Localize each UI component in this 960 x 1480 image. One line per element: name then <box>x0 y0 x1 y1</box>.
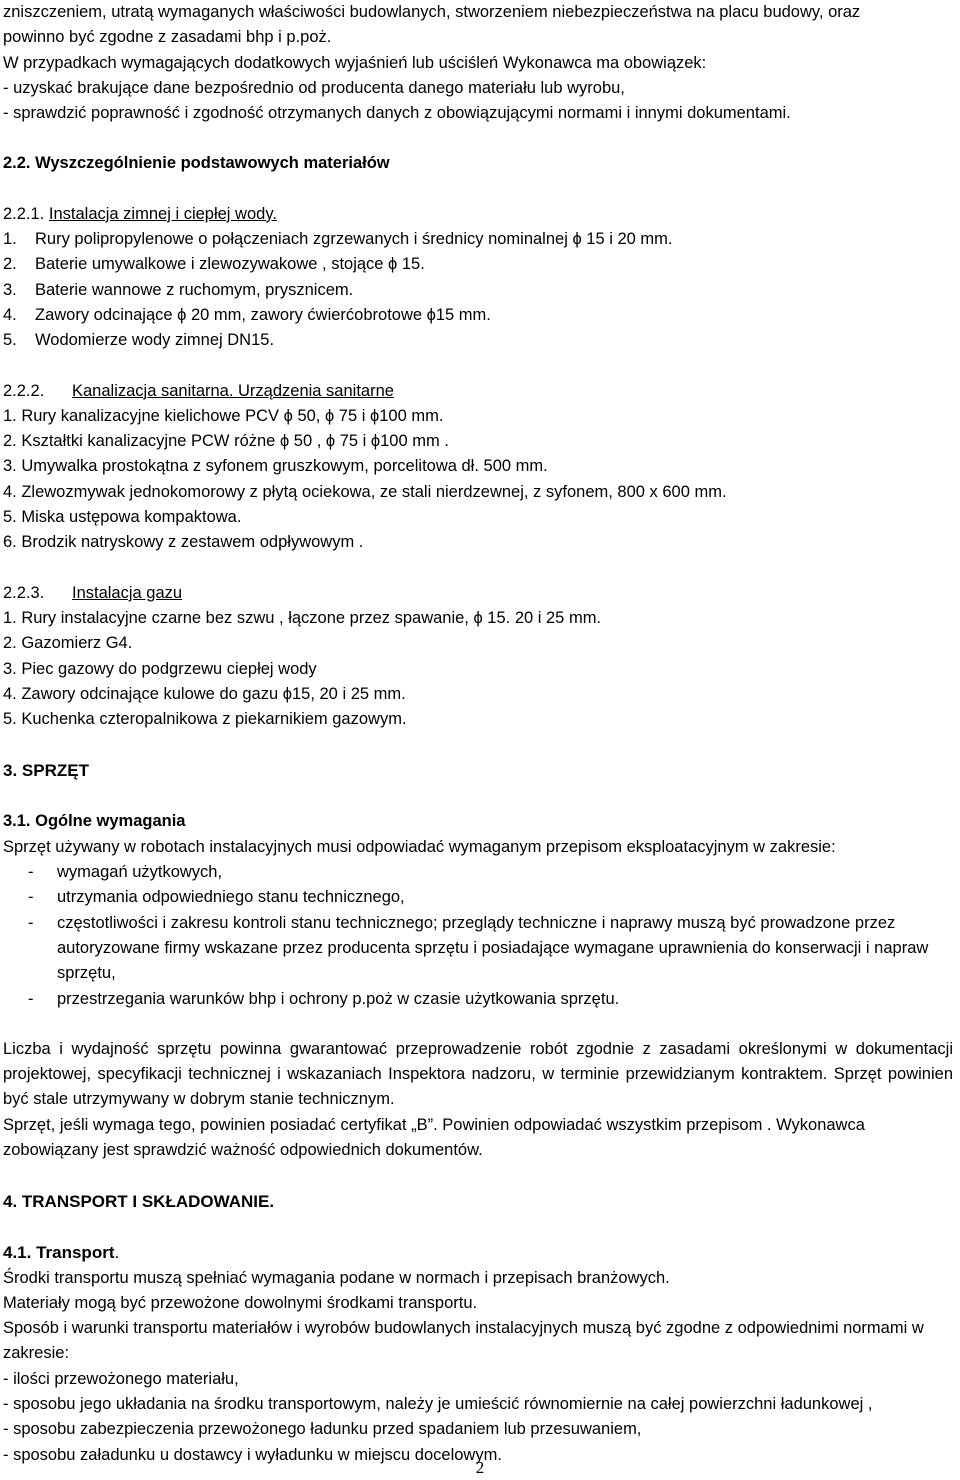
paragraph: Sprzęt, jeśli wymaga tego, powinien posiadać certyfikat „B”. Powinien odpowiadać wszystkim przepisom . Wykonawca zobowiązany jest sprawdzić ważność odpowiednich dokumentów. <box>3 1115 865 1159</box>
section-heading-4: 4. TRANSPORT I SKŁADOWANIE. <box>3 1192 275 1212</box>
list-item: - sposobu załadunku u dostawcy i wyładunku w miejscu docelowym. <box>3 1445 502 1464</box>
bullet-item <box>3 860 953 885</box>
section-heading-2-2: 2.2. Wyszczególnienie podstawowych materiałów <box>3 154 390 173</box>
list-item: 3. Umywalka prostokątna z syfonem gruszkowym, porcelitowa dł. 500 mm. <box>3 457 548 476</box>
subsection-title: Kanalizacja sanitarna. Urządzenia sanitarne <box>72 381 394 400</box>
list-item <box>3 278 953 303</box>
item-text: Rury polipropylenowe o połączeniach zgrzewanych i średnicy nominalnej ϕ 15 i 20 mm. <box>35 230 673 249</box>
subsection-number: 2.2.3. <box>3 583 45 602</box>
list-item: 5. Kuchenka czteropalnikowa z piekarnikiem gazowym. <box>3 710 407 729</box>
subsection-heading-2-2-3 <box>3 581 953 606</box>
subsection-title: 4.1. Transport <box>3 1243 115 1263</box>
intro-line: - uzyskać brakujące dane bezpośrednio od producenta danego materiału lub wyrobu, <box>3 78 625 97</box>
bullet-item <box>3 987 953 1012</box>
subsection-number: 2.2.1. <box>3 204 45 223</box>
bullet-text: częstotliwości i zakresu kontroli stanu technicznego; przeglądy techniczne i naprawy muszą być prowadzone przez autoryzowane firmy wskazane przez producenta sprzętu i posiadające wymagane uprawnienia do konserwacji i napraw sprzętu, <box>57 913 929 983</box>
list-item: 5. Miska ustępowa kompaktowa. <box>3 508 242 527</box>
item-text: Wodomierze wody zimnej DN15. <box>35 331 275 350</box>
subsection-title: Instalacja gazu <box>72 583 183 602</box>
bullet-dash: - <box>28 913 34 932</box>
list-item: 4. Zlewozmywak jednokomorowy z płytą ociekowa, ze stali nierdzewnej, z syfonem, 800 x 600 mm. <box>3 482 727 501</box>
subsection-heading-3-1: 3.1. Ogólne wymagania <box>3 812 186 831</box>
list-item: 1. Rury kanalizacyjne kielichowe PCV ϕ 50, ϕ 75 i ϕ100 mm. <box>3 406 444 425</box>
item-number: 1. <box>3 230 17 249</box>
item-number: 4. <box>3 305 17 324</box>
paragraph-line: Środki transportu muszą spełniać wymagania podane w normach i przepisach branżowych. <box>3 1268 670 1287</box>
paragraph-text: Sprzęt powinien być stale utrzymywany w dobrym stanie technicznym. <box>3 1065 953 1109</box>
list-item: 6. Brodzik natryskowy z zestawem odpływowym . <box>3 533 364 552</box>
subsection-heading-2-2-2 <box>3 379 953 404</box>
paragraph-line: Sposób i warunki transportu materiałów i wyrobów budowlanych instalacyjnych muszą być zgodne z odpowiednimi normami w zakresie: <box>3 1319 924 1363</box>
bullet-text: utrzymania odpowiedniego stanu technicznego, <box>57 888 405 907</box>
paragraph-text: Liczba i wydajność sprzętu powinna gwarantować przeprowadzenie robót zgodnie z zasadami określonymi w dokumentacji projektowej, specyfikacji technicznej i wskazaniach Inspektora nadzoru, w terminie przewidzianym kontraktem. <box>3 1039 953 1084</box>
list-item: - sposobu jego układania na środku transportowym, należy je umieścić równomiernie na całej powierzchni ładunkowej , <box>3 1395 873 1414</box>
list-item: 3. Piec gazowy do podgrzewu ciepłej wody <box>3 659 317 678</box>
item-text: Baterie umywalkowe i zlewozywakowe , stojące ϕ 15. <box>35 255 425 274</box>
item-text: Baterie wannowe z ruchomym, prysznicem. <box>35 280 354 299</box>
item-text: Zawory odcinające ϕ 20 mm, zawory ćwierćobrotowe ϕ15 mm. <box>35 305 491 324</box>
subsection-title: Instalacja zimnej i ciepłej wody. <box>48 204 277 223</box>
page-number: 2 <box>475 1458 485 1477</box>
paragraph <box>3 1037 953 1113</box>
bullet-dash: - <box>28 888 34 907</box>
item-number: 5. <box>3 331 17 350</box>
list-item: - ilości przewożonego materiału, <box>3 1369 239 1388</box>
section-heading-3: 3. SPRZĘT <box>3 761 89 781</box>
document-page <box>3 0 953 1468</box>
intro-line: powinno być zgodne z zasadami bhp i p.poż. <box>3 28 332 47</box>
list-item: 2. Gazomierz G4. <box>3 634 133 653</box>
bullet-item <box>3 885 953 910</box>
intro-line: - sprawdzić poprawność i zgodność otrzymanych danych z obowiązującymi normami i innymi dokumentami. <box>3 104 791 123</box>
list-item: 1. Rury instalacyjne czarne bez szwu , łączone przez spawanie, ϕ 15. 20 i 25 mm. <box>3 608 602 627</box>
list-item <box>3 303 953 328</box>
bullet-text: przestrzegania warunków bhp i ochrony p.poż w czasie użytkowania sprzętu. <box>57 989 620 1008</box>
list-item: 2. Kształtki kanalizacyjne PCW różne ϕ 50 , ϕ 75 i ϕ100 mm . <box>3 432 449 451</box>
paragraph-line: Materiały mogą być przewożone dowolnymi środkami transportu. <box>3 1293 478 1312</box>
paragraph: Sprzęt używany w robotach instalacyjnych musi odpowiadać wymaganym przepisom eksploatacyjnym w zakresie: <box>3 837 836 856</box>
item-number: 3. <box>3 280 17 299</box>
list-item: 4. Zawory odcinające kulowe do gazu ϕ15, 20 i 25 mm. <box>3 684 406 703</box>
list-item <box>3 328 953 353</box>
intro-line: W przypadkach wymagających dodatkowych wyjaśnień lub uściśleń Wykonawca ma obowiązek: <box>3 53 707 72</box>
subsection-dot: . <box>114 1243 120 1263</box>
bullet-item <box>3 911 953 987</box>
list-item <box>3 227 953 252</box>
subsection-heading-4-1 <box>3 1240 953 1265</box>
list-item <box>3 252 953 277</box>
item-number: 2. <box>3 255 17 274</box>
bullet-dash: - <box>28 989 34 1008</box>
intro-line: zniszczeniem, utratą wymaganych właściwości budowlanych, stworzeniem niebezpieczeństwa na placu budowy, oraz <box>3 3 861 21</box>
bullet-text: wymagań użytkowych, <box>57 863 223 882</box>
bullet-dash: - <box>28 863 34 882</box>
list-item: - sposobu zabezpieczenia przewożonego ładunku przed spadaniem lub przesuwaniem, <box>3 1420 642 1439</box>
subsection-heading-2-2-1 <box>3 202 953 227</box>
subsection-number: 2.2.2. <box>3 381 45 400</box>
